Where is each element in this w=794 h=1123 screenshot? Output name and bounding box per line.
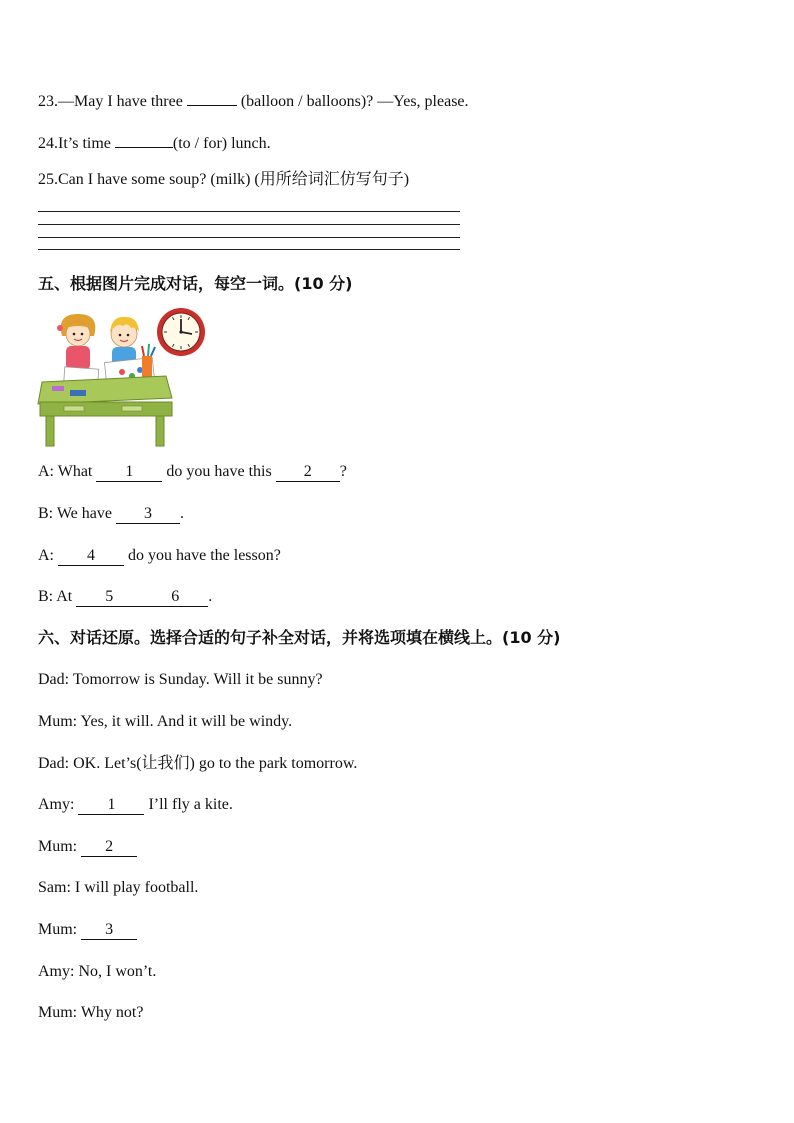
speaker-label: Amy: — [38, 796, 79, 813]
dialogue-line — [38, 920, 137, 940]
answer-blank-1[interactable]: 1 — [96, 464, 162, 482]
dialogue-text: ? — [339, 463, 347, 480]
answer-line[interactable] — [38, 224, 460, 225]
girl-figure — [57, 314, 95, 370]
section-5-heading: 五、根据图片完成对话，每空一词。(10 分) — [38, 274, 353, 293]
question-text: It’s time — [58, 135, 115, 152]
dialogue-text: I’ll fly a kite. — [144, 796, 233, 813]
question-number: 25. — [38, 171, 58, 188]
dialogue-line: Dad: Tomorrow is Sunday. Will it be sunny? — [38, 671, 323, 688]
dialogue-text: We have — [53, 505, 116, 522]
speaker-label: Mum: — [38, 838, 82, 855]
answer-line[interactable] — [38, 211, 460, 212]
answer-blank[interactable] — [187, 88, 237, 106]
question-number: 23. — [38, 93, 58, 110]
question-text: Can I have some soup? (milk) (用所给词汇仿写句子) — [58, 171, 410, 188]
answer-blank-3[interactable]: 3 — [81, 922, 137, 940]
answer-blank-6[interactable]: 6 — [142, 589, 208, 607]
clock-icon — [157, 308, 205, 356]
dialogue-text: do you have this — [162, 463, 276, 480]
dialogue-text: At — [53, 588, 77, 605]
question-25 — [38, 170, 409, 190]
question-23 — [38, 88, 469, 112]
dialogue-line-2 — [38, 504, 184, 524]
answer-blank-2[interactable]: 2 — [81, 839, 137, 857]
dialogue-line: Mum: Yes, it will. And it will be windy. — [38, 713, 293, 730]
speaker-label: A: — [38, 463, 54, 480]
dialogue-line — [38, 795, 233, 815]
section-6-heading: 六、对话还原。选择合适的句子补全对话，并将选项填在横线上。(10 分) — [38, 628, 561, 647]
kids-at-desk-clock-illustration — [36, 306, 208, 448]
dialogue-line: Mum: Why not? — [38, 1004, 144, 1021]
question-text: (balloon / balloons)? —Yes, please. — [236, 93, 469, 110]
question-24 — [38, 130, 271, 154]
speaker-label: B: — [38, 588, 54, 605]
answer-blank-4[interactable]: 4 — [58, 548, 124, 566]
dialogue-text: . — [179, 505, 184, 522]
answer-line[interactable] — [38, 237, 460, 238]
desk-icon — [38, 376, 172, 446]
speaker-label: Mum: — [38, 921, 82, 938]
speaker-label: A: — [38, 547, 54, 564]
answer-blank[interactable] — [115, 130, 173, 148]
question-text: (to / for) lunch. — [172, 135, 271, 152]
question-text: —May I have three — [58, 93, 187, 110]
dialogue-line: Dad: OK. Let’s(让我们) go to the park tomorrow. — [38, 755, 358, 772]
question-number: 24. — [38, 135, 58, 152]
dialogue-text: do you have the lesson? — [124, 547, 281, 564]
dialogue-line — [38, 837, 137, 857]
dialogue-text: What — [54, 463, 97, 480]
dialogue-text: . — [208, 588, 213, 605]
speaker-label: B: — [38, 505, 54, 522]
answer-blank-3[interactable]: 3 — [116, 506, 180, 524]
dialogue-line-3 — [38, 546, 281, 566]
dialogue-line-1 — [38, 462, 347, 482]
answer-blank-1[interactable]: 1 — [78, 797, 144, 815]
dialogue-line-4 — [38, 587, 212, 607]
answer-line[interactable] — [38, 249, 460, 250]
answer-blank-5[interactable]: 5 — [76, 589, 142, 607]
dialogue-line: Sam: I will play football. — [38, 879, 199, 896]
dialogue-line: Amy: No, I won’t. — [38, 963, 157, 980]
answer-blank-2[interactable]: 2 — [276, 464, 340, 482]
